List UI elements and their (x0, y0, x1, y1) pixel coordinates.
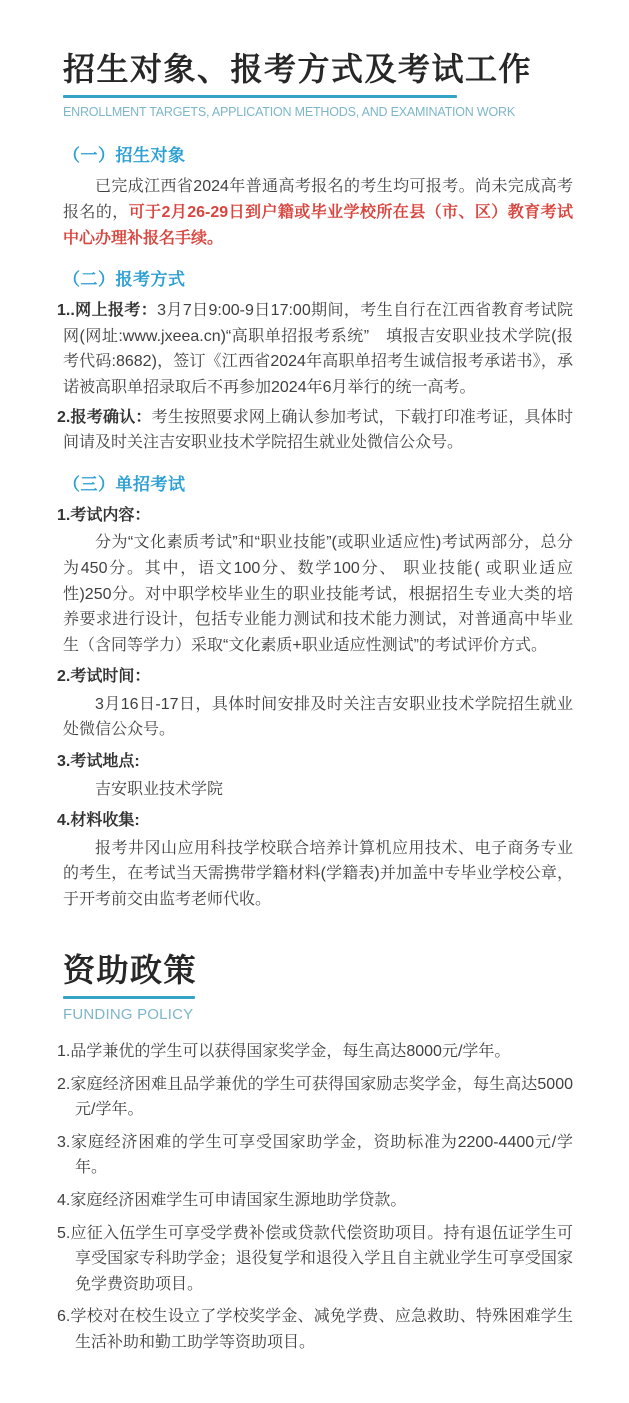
enrollment-subtitle-en: ENROLLMENT TARGETS, APPLICATION METHODS, AND EXAMINATION WORK (63, 105, 515, 120)
exam-location-label: 3.考试地点: (57, 753, 140, 771)
heading-single-recruitment-exam: （三）单招考试 (63, 474, 186, 494)
exam-content-paragraph: 分为“文化素质考试”和“职业技能”(或职业适应性)考试两部分，总分为450分。其中，语文100分、数学100分、 职业技能( 或职业适应性)250分。对中职学校毕业生的职业技能考试，根据招生专业大类的培养要求进行设计，包括专业能力测试和技术能力测试，对普通高中毕业生（含同等学力）采取“文化素质+职业适应性测试”的考试评价方式。 (63, 534, 573, 654)
funding-header (57, 951, 573, 1023)
list-item-text: 品学兼优的学生可以获得国家奖学金，每生高达8000元/学年。 (70, 1043, 511, 1061)
list-item-text: 家庭经济困难学生可申请国家生源地助学贷款。 (70, 1192, 407, 1209)
enrollment-header (57, 50, 573, 119)
list-item (57, 1188, 573, 1214)
material-collection-paragraph: 报考井冈山应用科技学校联合培养计算机应用技术、电子商务专业的考生，在考试当天需携带学籍材料(学籍表)并加盖中专毕业学校公章，于开考前交由监考老师代收。 (63, 839, 573, 909)
list-item-number: 3. (57, 1133, 71, 1151)
section-gap (57, 917, 573, 951)
list-item-text: 家庭经济困难的学生可享受国家助学金，资助标准为2200-4400元/学年。 (70, 1133, 573, 1177)
list-item (57, 1072, 573, 1123)
list-item-number: 1. (57, 1043, 71, 1061)
list-item (57, 1304, 573, 1355)
exam-content-label: 1.考试内容： (57, 506, 151, 524)
application-confirmation-item (57, 405, 573, 456)
funding-title-underline (63, 996, 195, 999)
list-item-number: 2. (57, 1075, 71, 1093)
enrollment-targets-paragraph (63, 174, 573, 251)
list-item-number: 5. (57, 1224, 71, 1242)
funding-title: 资助政策 (63, 951, 198, 988)
heading-application-methods: （二）报考方式 (63, 270, 186, 290)
enrollment-title: 招生对象、报考方式及考试工作 (63, 51, 533, 87)
enrollment-title-underline (63, 95, 457, 98)
list-item-number: 6. (57, 1308, 71, 1326)
online-application-item (57, 298, 573, 400)
list-item (57, 1130, 573, 1181)
material-collection-label: 4.材料收集: (57, 812, 140, 830)
funding-subtitle-en: FUNDING POLICY (63, 1006, 194, 1024)
heading-enrollment-targets: （一）招生对象 (63, 146, 186, 166)
exam-time-paragraph: 3月16日-17日，具体时间安排及时关注吉安职业技术学院招生就业处微信公众号。 (63, 695, 573, 739)
list-item-text: 应征入伍学生可享受学费补偿或贷款代偿资助项目。持有退伍证学生可享受国家专科助学金；退役复学和退役入学且自主就业学生可享受国家免学费资助项目。 (70, 1224, 573, 1293)
supplementary-registration-alert: 可于2月26-29日到户籍或毕业学校所在县（市、区）教育考试中心办理补报名手续。 (63, 203, 573, 247)
exam-time-label: 2.考试时间： (57, 668, 151, 686)
online-application-text: 3月7日9:00-9日17:00期间，考生自行在江西省教育考试院网(网址:www.jxeea.cn)“高职单招报考系统” 填报吉安职业技术学院(报考代码:8682)，签订《江西省2024年高职单招考生诚信报考承诺书》，承诺被高职单招录取后不再参加2024年6月举行的统一高考。 (63, 302, 573, 396)
funding-list (57, 1039, 573, 1356)
list-item-number: 4. (57, 1192, 71, 1209)
list-item-text: 家庭经济困难且品学兼优的学生可获得国家励志奖学金，每生高达5000元/学年。 (70, 1075, 573, 1119)
list-item-text: 学校对在校生设立了学校奖学金、减免学费、应急救助、特殊困难学生生活补助和勤工助学等资助项目。 (70, 1308, 573, 1351)
exam-location-paragraph: 吉安职业技术学院 (95, 780, 224, 798)
online-application-label: 1..网上报考： (57, 302, 158, 320)
application-confirmation-text: 考生按照要求网上确认参加考试，下载打印准考证，具体时间请及时关注吉安职业技术学院招生就业处微信公众号。 (63, 408, 573, 452)
application-confirmation-label: 2.报考确认： (57, 408, 152, 426)
list-item (57, 1221, 573, 1298)
paragraph-text: 已完成江西省2024年普通高考报名的考生均可报考。尚未完成高考报名的， (63, 178, 573, 221)
list-item (57, 1039, 573, 1065)
